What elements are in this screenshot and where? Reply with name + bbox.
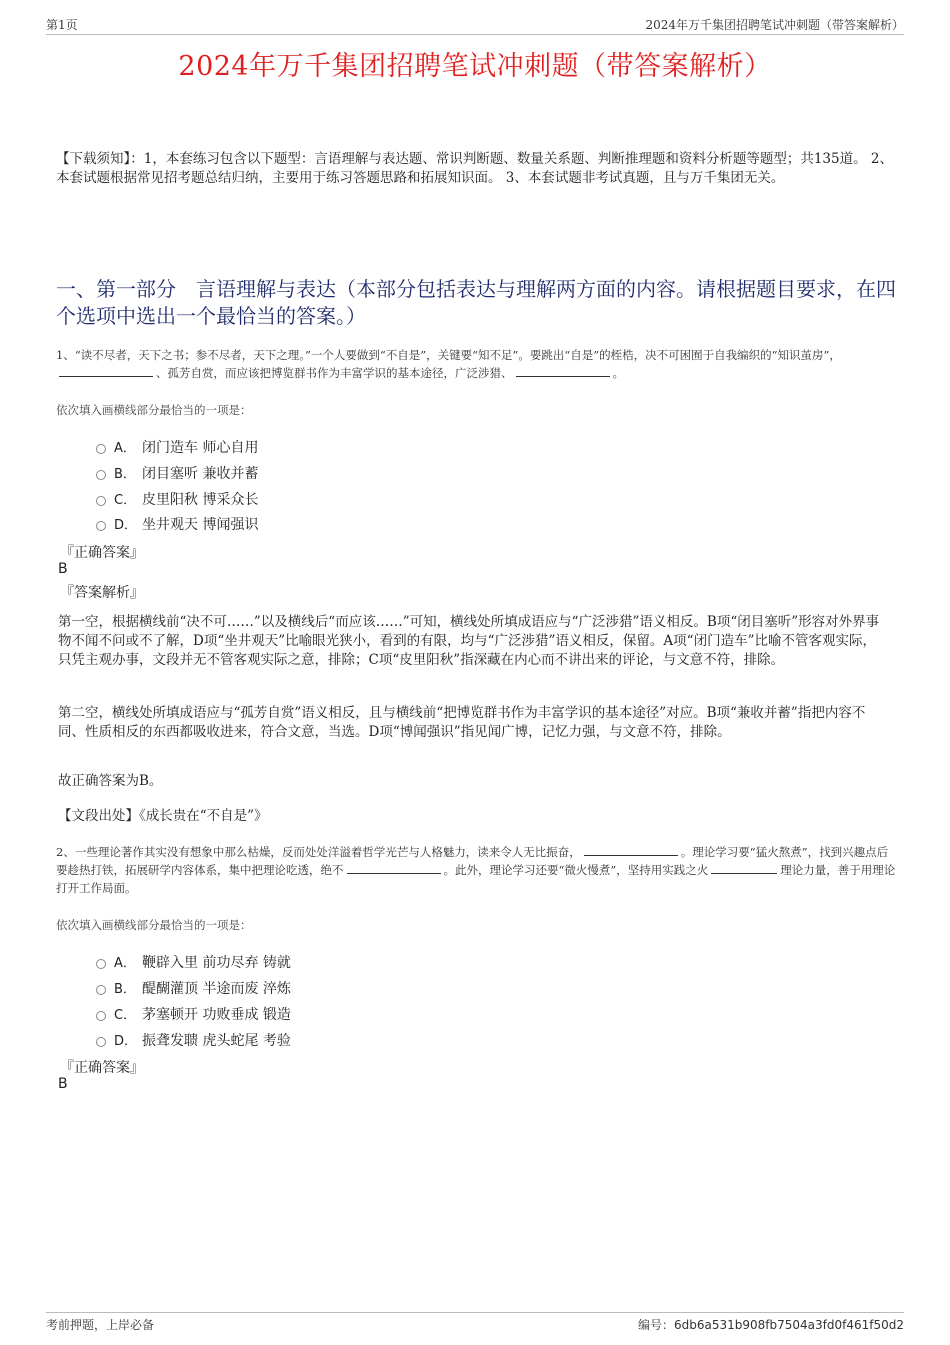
footer-slogan: 考前押题，上岸必备 [46,1318,155,1332]
radio-icon[interactable] [96,1011,106,1021]
q2-option-d[interactable]: D． 振聋发聩 虎头蛇尾 考验 [96,1030,291,1050]
document-title: 2024年万千集团招聘笔试冲刺题（带答案解析） [178,51,772,82]
q1-analysis-label: 『答案解析』 [60,585,144,601]
q2-option-c[interactable]: C． 茅塞顿开 功败垂成 锻造 [96,1004,291,1024]
answer-blank [347,863,441,874]
q2-option-a[interactable]: A． 鞭辟入里 前功尽弃 铸就 [96,952,291,972]
section-heading: 一、第一部分 言语理解与表达（本部分包括表达与理解两方面的内容。请根据题目要求，在四个选项中选出一个最恰当的答案。） [56,277,896,328]
q2-option-b[interactable]: B． 醍醐灌顶 半途而废 淬炼 [96,978,291,998]
answer-blank [711,863,777,874]
q1-conclusion: 故正确答案为B。 [58,773,163,789]
radio-icon[interactable] [96,985,106,995]
page-header [46,16,904,35]
question-2-stem: 2、一些理论著作其实没有想象中那么枯燥，反而处处洋溢着哲学光芒与人格魅力，读来令人无比振奋， 。理论学习要“猛火熬煮”，找到兴趣点后要趁热打铁，拓展研学内容体系，集中把理论吃透，绝不 。此外，理论学习还要“微火慢煮”，坚持用实践之火 理论力量，善于用理论打开工作局面。 [56,845,896,895]
page-number: 第1页 [46,18,78,32]
q2-answer: B [58,1076,68,1092]
answer-blank [516,366,610,377]
q1-option-b[interactable]: B． 闭目塞听 兼收并蓄 [96,463,258,483]
q1-option-c[interactable]: C． 皮里阳秋 博采众长 [96,489,258,509]
q1-analysis-paragraph-2: 第二空，横线处所填成语应与“孤芳自赏”语义相反，且与横线前“把博览群书作为丰富学识的基本途径”对应。B项“兼收并蓄”指把内容不同、性质相反的东西都吸收进来，符合文意，当选。D项“博闻强识”指见闻广博，记忆力强，与文意不符，排除。 [58,705,866,740]
q1-answer-label: 『正确答案』 [60,545,144,561]
question-2-hint: 依次填入画横线部分最恰当的一项是： [56,918,252,932]
q1-analysis-paragraph-1: 第一空，根据横线前“决不可……”以及横线后“而应该……”可知，横线处所填成语应与“广泛涉猎”语义相反。B项“闭目塞听”形容对外界事物不闻不问或不了解，D项“坐井观天”比喻眼光狭小，看到的有限，均与“广泛涉猎”语义相反，保留。A项“闭门造车”比喻不管客观实际，只凭主观办事，文段并无不管客观实际之意，排除；C项“皮里阳秋”指深藏在内心而不讲出来的评论，与文意不符，排除。 [58,614,880,668]
header-doc-title: 2024年万千集团招聘笔试冲刺题（带答案解析） [645,18,904,32]
page-footer [46,1312,904,1333]
footer-code: 编号：6db6a531b908fb7504a3fd0f461f50d2 [637,1318,904,1332]
radio-icon[interactable] [96,959,106,969]
radio-icon[interactable] [96,1037,106,1047]
question-1-stem: 1、“读不尽者，天下之书；参不尽者，天下之理。”一个人要做到“不自是”，关键要“知不足”。要跳出“自是”的桎梏，决不可困囿于自我编织的“知识茧房”，、孤芳自赏，而应该把博览群书作为丰富学识的基本途径，广泛涉猎、 。 [56,348,841,380]
answer-blank [59,366,153,377]
radio-icon[interactable] [96,470,106,480]
radio-icon[interactable] [96,444,106,454]
radio-icon[interactable] [96,496,106,506]
download-notice: 【下载须知】：1，本套练习包含以下题型：言语理解与表达题、常识判断题、数量关系题、判断推理题和资料分析题等题型；共135道。 2、本套试题根据常见招考题总结归纳，主要用于练习答题思路和拓展知识面。 3、本套试题非考试真题，且与万千集团无关。 [56,151,893,186]
q2-answer-label: 『正确答案』 [60,1060,144,1076]
question-1-hint: 依次填入画横线部分最恰当的一项是： [56,403,252,417]
radio-icon[interactable] [96,521,106,531]
q1-option-d[interactable]: D． 坐井观天 博闻强识 [96,514,258,534]
q1-source: 【文段出处】《成长贵在“不自是”》 [58,808,268,824]
q1-option-a[interactable]: A． 闭门造车 师心自用 [96,437,258,457]
answer-blank [584,845,678,856]
q1-answer: B [58,561,68,577]
